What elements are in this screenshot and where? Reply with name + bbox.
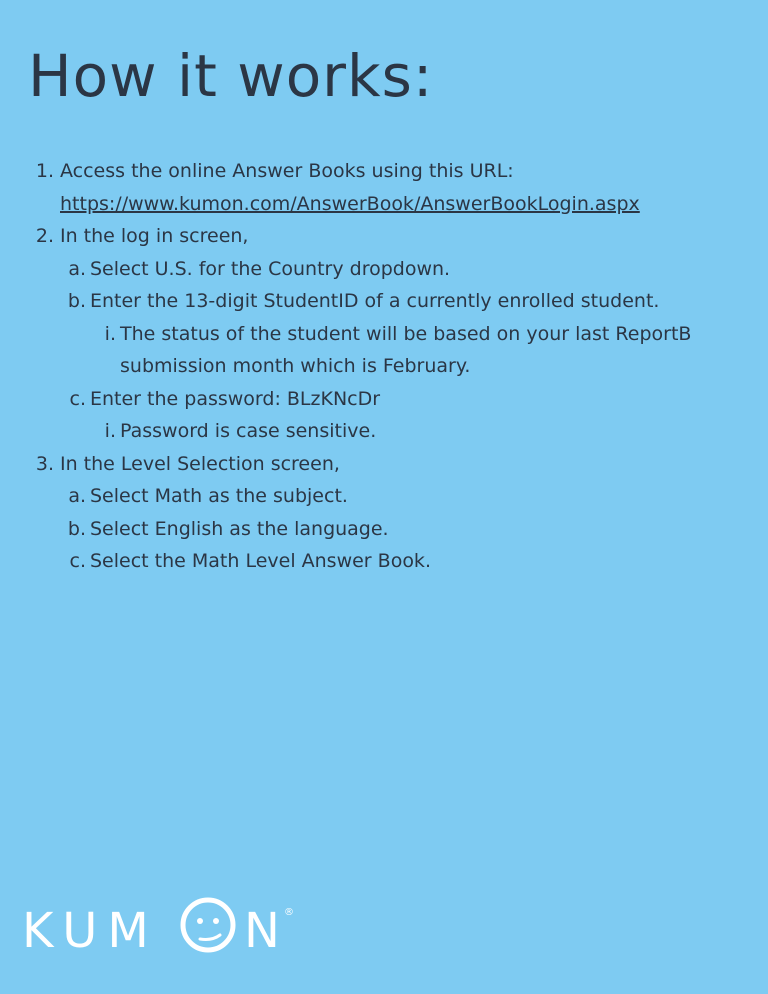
step-3-text: In the Level Selection screen, — [60, 452, 340, 475]
step-2a-letter: a. — [68, 257, 86, 280]
step-2c-text: Enter the password: BLzKNcDr — [90, 387, 381, 410]
step-3c-letter: c. — [69, 550, 86, 572]
step-2 — [0, 220, 760, 253]
answer-book-url-link[interactable]: https://www.kumon.com/AnswerBook/AnswerBookLogin.aspx — [60, 192, 640, 215]
step-3b-text: Select English as the language. — [90, 517, 389, 540]
page-title: How it works: — [28, 42, 434, 110]
kumon-logo — [22, 893, 302, 953]
step-2c-i — [0, 415, 760, 448]
step-2b-i-text-line2: submission month which is February. — [120, 355, 471, 377]
kumon-logo-text-left: KUM — [22, 903, 159, 953]
registered-mark: ® — [284, 907, 294, 918]
step-3 — [0, 448, 760, 481]
step-1-number: 1. — [35, 160, 54, 182]
step-2b-text: Enter the 13-digit StudentID of a currently enrolled student. — [90, 290, 660, 312]
step-2b — [0, 285, 760, 318]
step-2b-i — [0, 318, 760, 351]
step-3a — [0, 480, 760, 513]
step-2c — [0, 383, 760, 416]
step-2-text: In the log in screen, — [60, 225, 249, 247]
step-3a-text: Select Math as the subject. — [90, 485, 348, 507]
step-2b-letter: b. — [67, 290, 86, 312]
step-1 — [0, 155, 760, 188]
step-2c-i-numeral: i. — [104, 420, 116, 442]
step-1-url-row — [0, 188, 760, 221]
step-3a-letter: a. — [68, 485, 86, 507]
kumon-face-icon — [183, 900, 233, 950]
step-3b-letter: b. — [67, 517, 86, 540]
step-3-number: 3. — [35, 452, 54, 475]
step-2a-text: Select U.S. for the Country dropdown. — [90, 257, 451, 280]
kumon-logo-text-right: N — [244, 903, 280, 953]
step-3c-text: Select the Math Level Answer Book. — [90, 550, 431, 572]
step-2c-i-text: Password is case sensitive. — [120, 420, 377, 442]
step-2b-i-continued — [0, 350, 760, 383]
instruction-list — [0, 155, 760, 578]
step-2b-i-numeral: i. — [104, 322, 116, 345]
step-3c — [0, 545, 760, 578]
step-2b-i-text-line1: The status of the student will be based on your last ReportB — [120, 322, 692, 345]
step-2a — [0, 253, 760, 286]
step-2c-letter: c. — [69, 387, 86, 410]
step-3b — [0, 513, 760, 546]
step-2-number: 2. — [35, 225, 54, 247]
step-1-text: Access the online Answer Books using this URL: — [60, 160, 514, 182]
